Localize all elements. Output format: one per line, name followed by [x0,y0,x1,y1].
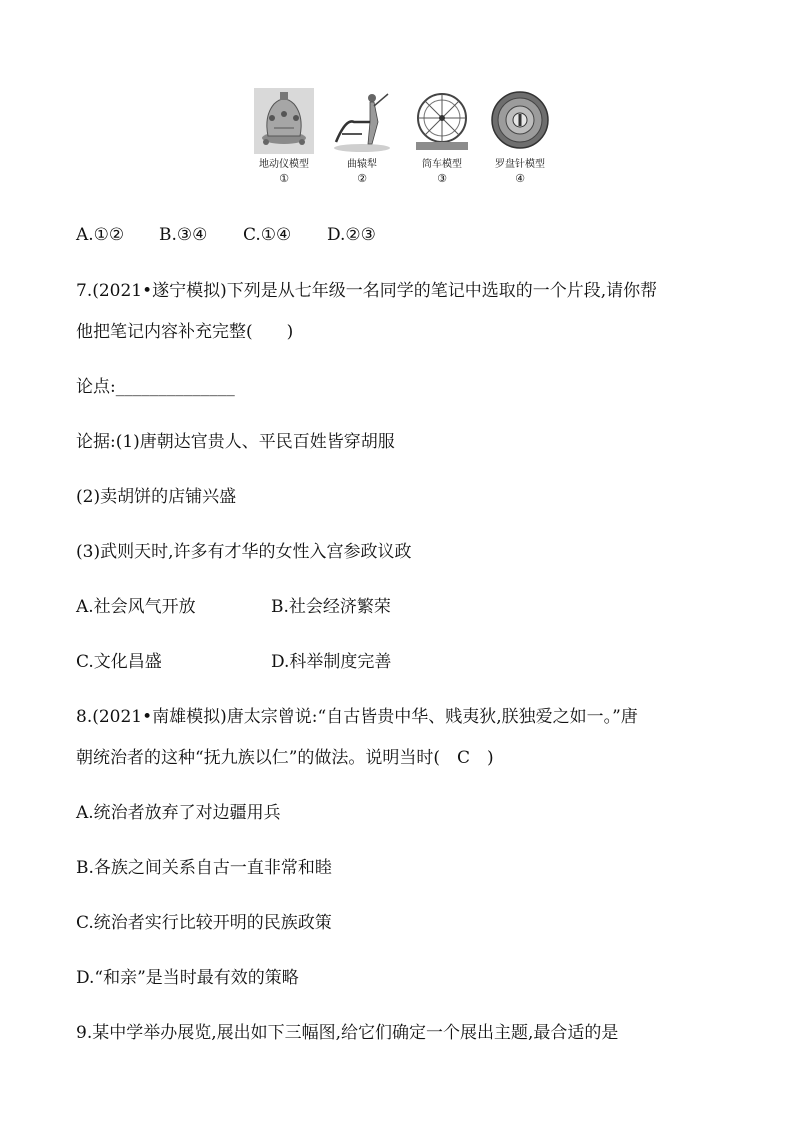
q9-stem-line1: 9.某中学举办展览,展出如下三幅图,给它们确定一个展出主题,最合适的是 [76,1023,619,1043]
figure-number: ④ [515,172,525,185]
q7-evidence-3: (3)武则天时,许多有才华的女性入宫参政议政 [76,542,412,562]
figure-compass [486,88,554,188]
figure-number: ① [279,172,289,185]
waterwheel-icon [412,88,472,154]
q7-thesis: 论点:______________ [76,377,235,397]
q8-stem-line2: 朝统治者的这种“抚九族以仁”的做法。说明当时( C ) [76,748,494,768]
figure-waterwheel [408,88,476,188]
q7-option-c[interactable]: C.文化昌盛 [76,652,162,672]
q7-option-a[interactable]: A.社会风气开放 [76,597,196,617]
q6-option-b[interactable]: B.③④ [159,225,208,245]
q8-option-c[interactable]: C.统治者实行比较开明的民族政策 [76,913,332,933]
figure-caption: 筒车模型 [422,159,462,170]
q8-option-b[interactable]: B.各族之间关系自古一直非常和睦 [76,858,332,878]
q7-option-b[interactable]: B.社会经济繁荣 [271,597,391,617]
q6-option-a[interactable]: A.①② [76,225,125,245]
q8-option-a[interactable]: A.统治者放弃了对边疆用兵 [76,803,281,823]
figure-caption: 地动仪模型 [259,159,309,170]
plough-icon [332,88,392,154]
figure-caption: 罗盘针模型 [495,159,545,170]
figure-number: ③ [437,172,447,185]
figure-seismograph [250,88,318,188]
seismograph-icon [254,88,314,154]
q7-option-d[interactable]: D.科举制度完善 [271,652,392,672]
q7-stem-line2: 他把笔记内容补充完整( ) [76,322,294,342]
q7-stem-line1: 7.(2021•遂宁模拟)下列是从七年级一名同学的笔记中选取的一个片段,请你帮 [76,281,658,301]
compass-icon [490,88,550,154]
q7-evidence-2: (2)卖胡饼的店铺兴盛 [76,487,237,507]
figure-caption: 曲辕犁 [347,159,377,170]
q8-option-d[interactable]: D.“和亲”是当时最有效的策略 [76,968,299,988]
figure-number: ② [357,172,367,185]
figure-plough [328,88,396,188]
q8-stem-line1: 8.(2021•南雄模拟)唐太宗曾说:“自古皆贵中华、贱夷狄,朕独爱之如一。”唐 [76,707,638,727]
figure-strip [250,88,550,188]
q7-evidence-1: 论据:(1)唐朝达官贵人、平民百姓皆穿胡服 [76,432,395,452]
q6-option-d[interactable]: D.②③ [327,225,376,245]
q6-option-c[interactable]: C.①④ [243,225,292,245]
